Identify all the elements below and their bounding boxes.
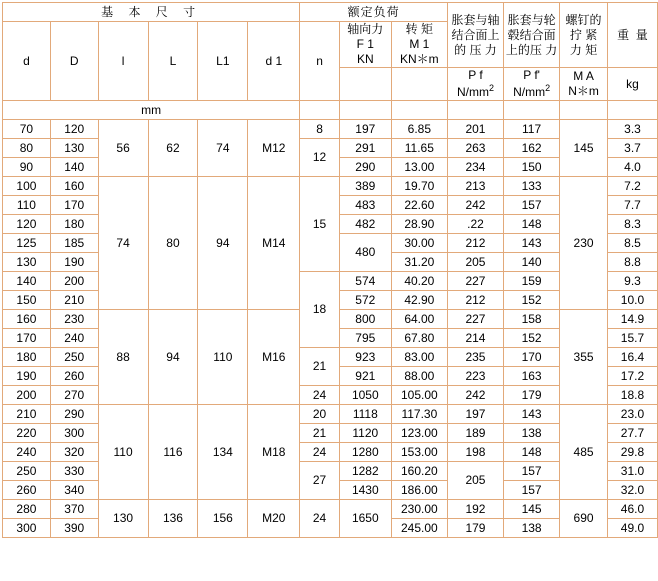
cell-Pf: 198 (447, 443, 503, 462)
cell-d: 130 (3, 253, 51, 272)
header-row-mm (3, 101, 658, 120)
cell-F1: 1280 (339, 443, 391, 462)
cell-D: 320 (50, 443, 98, 462)
cell-Pf: 234 (447, 158, 503, 177)
cell-kg: 9.3 (607, 272, 657, 291)
cell-d: 250 (3, 462, 51, 481)
cell-d: 210 (3, 405, 51, 424)
cell-d: 140 (3, 272, 51, 291)
cell-Pf: 242 (447, 196, 503, 215)
header-screw-torque: 螺钉的 拧 紧 力 矩 (560, 3, 608, 68)
cell-n: 20 (300, 405, 340, 424)
cell-D: 180 (50, 215, 98, 234)
cell-kg: 29.8 (607, 443, 657, 462)
cell-D: 130 (50, 139, 98, 158)
cell-F1: 1120 (339, 424, 391, 443)
cell-kg: 8.5 (607, 234, 657, 253)
cell-n: 18 (300, 272, 340, 348)
cell-Pf: 263 (447, 139, 503, 158)
cell-Pf2: 157 (504, 196, 560, 215)
cell-kg: 7.7 (607, 196, 657, 215)
spacer-m1 (391, 101, 447, 120)
cell-Pf: 212 (447, 291, 503, 310)
cell-d: 280 (3, 500, 51, 519)
cell-F1: 1430 (339, 481, 391, 500)
table-row (3, 177, 658, 196)
cell-F1: 923 (339, 348, 391, 367)
spacer-n (300, 101, 340, 120)
cell-kg: 32.0 (607, 481, 657, 500)
cell-l: 130 (98, 500, 148, 538)
cell-L: 62 (148, 120, 198, 177)
cell-d1: M18 (248, 405, 300, 500)
cell-Pf: 227 (447, 310, 503, 329)
cell-D: 240 (50, 329, 98, 348)
cell-D: 330 (50, 462, 98, 481)
cell-Pf2: 145 (504, 500, 560, 519)
cell-M1: 160.20 (391, 462, 447, 481)
cell-F1: 291 (339, 139, 391, 158)
header-col-d1: d 1 (248, 22, 300, 101)
cell-D: 210 (50, 291, 98, 310)
cell-kg: 10.0 (607, 291, 657, 310)
cell-D: 120 (50, 120, 98, 139)
cell-d: 70 (3, 120, 51, 139)
cell-F1: 483 (339, 196, 391, 215)
cell-Pf2: 148 (504, 215, 560, 234)
spacer-pf (447, 101, 503, 120)
cell-Pf2: 140 (504, 253, 560, 272)
cell-d: 300 (3, 519, 51, 538)
header-col-torque: 转 矩 M 1 KN＊m (391, 22, 447, 68)
cell-L: 116 (148, 405, 198, 500)
cell-Pf: 212 (447, 234, 503, 253)
cell-kg: 49.0 (607, 519, 657, 538)
cell-D: 200 (50, 272, 98, 291)
cell-d: 220 (3, 424, 51, 443)
unit-axial-force (339, 68, 391, 101)
cell-D: 185 (50, 234, 98, 253)
cell-M1: 83.00 (391, 348, 447, 367)
header-col-d: d (3, 22, 51, 101)
cell-M1: 64.00 (391, 310, 447, 329)
cell-d: 110 (3, 196, 51, 215)
cell-n: 21 (300, 348, 340, 386)
spacer-pf2 (504, 101, 560, 120)
cell-kg: 15.7 (607, 329, 657, 348)
cell-l: 110 (98, 405, 148, 500)
cell-Pf2: 159 (504, 272, 560, 291)
cell-D: 230 (50, 310, 98, 329)
cell-MA: 145 (560, 120, 608, 177)
cell-n: 27 (300, 462, 340, 500)
cell-kg: 16.4 (607, 348, 657, 367)
table-row (3, 405, 658, 424)
cell-M1: 186.00 (391, 481, 447, 500)
cell-Pf2: 138 (504, 424, 560, 443)
cell-kg: 3.3 (607, 120, 657, 139)
cell-kg: 18.8 (607, 386, 657, 405)
cell-Pf2: 148 (504, 443, 560, 462)
cell-M1: 123.00 (391, 424, 447, 443)
cell-kg: 14.9 (607, 310, 657, 329)
cell-d: 125 (3, 234, 51, 253)
cell-Pf: 205 (447, 462, 503, 500)
cell-L1: 110 (198, 310, 248, 405)
cell-d: 150 (3, 291, 51, 310)
cell-F1: 795 (339, 329, 391, 348)
cell-M1: 42.90 (391, 291, 447, 310)
cell-n: 8 (300, 120, 340, 139)
cell-D: 190 (50, 253, 98, 272)
cell-kg: 46.0 (607, 500, 657, 519)
cell-M1: 117.30 (391, 405, 447, 424)
cell-kg: 8.3 (607, 215, 657, 234)
cell-Pf: 201 (447, 120, 503, 139)
cell-D: 170 (50, 196, 98, 215)
cell-Pf2: 138 (504, 519, 560, 538)
cell-d1: M20 (248, 500, 300, 538)
cell-d: 80 (3, 139, 51, 158)
cell-MA: 355 (560, 310, 608, 405)
cell-M1: 13.00 (391, 158, 447, 177)
cell-MA: 230 (560, 177, 608, 310)
cell-d: 120 (3, 215, 51, 234)
cell-F1: 482 (339, 215, 391, 234)
cell-L: 136 (148, 500, 198, 538)
cell-MA: 485 (560, 405, 608, 500)
cell-Pf: 227 (447, 272, 503, 291)
header-col-n: n (300, 22, 340, 101)
cell-D: 260 (50, 367, 98, 386)
cell-Pf2: 150 (504, 158, 560, 177)
cell-D: 300 (50, 424, 98, 443)
header-shaft-pressure: 胀套与轴 结合面上 的 压 力 (447, 3, 503, 68)
cell-d: 180 (3, 348, 51, 367)
cell-M1: 153.00 (391, 443, 447, 462)
header-col-L1: L1 (198, 22, 248, 101)
cell-Pf: 179 (447, 519, 503, 538)
cell-M1: 28.90 (391, 215, 447, 234)
cell-D: 290 (50, 405, 98, 424)
cell-d1: M16 (248, 310, 300, 405)
cell-M1: 105.00 (391, 386, 447, 405)
cell-d: 100 (3, 177, 51, 196)
cell-L: 80 (148, 177, 198, 310)
header-basic-dimensions: 基 本 尺 寸 (3, 3, 300, 22)
cell-n: 21 (300, 424, 340, 443)
cell-F1: 1282 (339, 462, 391, 481)
cell-Pf: 192 (447, 500, 503, 519)
cell-kg: 27.7 (607, 424, 657, 443)
spacer-ma (560, 101, 608, 120)
cell-D: 140 (50, 158, 98, 177)
cell-d: 190 (3, 367, 51, 386)
cell-kg: 31.0 (607, 462, 657, 481)
header-hub-pressure: 胀套与轮 毂结合面 上的压 力 (504, 3, 560, 68)
cell-Pf: 242 (447, 386, 503, 405)
cell-d: 170 (3, 329, 51, 348)
cell-kg: 8.8 (607, 253, 657, 272)
unit-torque (391, 68, 447, 101)
spacer-f1 (339, 101, 391, 120)
unit-ma: M A N＊m (560, 68, 608, 101)
cell-l: 56 (98, 120, 148, 177)
cell-Pf2: 162 (504, 139, 560, 158)
cell-M1: 40.20 (391, 272, 447, 291)
cell-F1: 800 (339, 310, 391, 329)
cell-Pf2: 117 (504, 120, 560, 139)
cell-Pf: 197 (447, 405, 503, 424)
cell-D: 370 (50, 500, 98, 519)
cell-Pf2: 158 (504, 310, 560, 329)
cell-M1: 11.65 (391, 139, 447, 158)
cell-Pf: .22 (447, 215, 503, 234)
cell-d: 200 (3, 386, 51, 405)
cell-M1: 6.85 (391, 120, 447, 139)
cell-n: 24 (300, 386, 340, 405)
cell-d: 160 (3, 310, 51, 329)
cell-Pf2: 152 (504, 329, 560, 348)
cell-Pf2: 157 (504, 462, 560, 481)
specification-table (2, 2, 658, 538)
cell-M1: 245.00 (391, 519, 447, 538)
cell-n: 24 (300, 500, 340, 538)
cell-d1: M14 (248, 177, 300, 310)
cell-M1: 31.20 (391, 253, 447, 272)
cell-F1: 197 (339, 120, 391, 139)
cell-n: 15 (300, 177, 340, 272)
cell-F1: 290 (339, 158, 391, 177)
unit-pf: P f $N/mm^2$ (447, 68, 503, 101)
cell-L: 94 (148, 310, 198, 405)
unit-kg: kg (607, 68, 657, 101)
header-col-D: D (50, 22, 98, 101)
cell-Pf2: 143 (504, 405, 560, 424)
header-col-axial-force: 轴向力 F 1 KN (339, 22, 391, 68)
cell-M1: 30.00 (391, 234, 447, 253)
cell-n: 12 (300, 139, 340, 177)
cell-n: 24 (300, 443, 340, 462)
cell-F1: 572 (339, 291, 391, 310)
cell-Pf2: 163 (504, 367, 560, 386)
table-row (3, 120, 658, 139)
cell-D: 390 (50, 519, 98, 538)
cell-D: 160 (50, 177, 98, 196)
cell-kg: 7.2 (607, 177, 657, 196)
cell-Pf: 189 (447, 424, 503, 443)
cell-F1: 1650 (339, 500, 391, 538)
header-col-L: L (148, 22, 198, 101)
cell-Pf: 213 (447, 177, 503, 196)
cell-MA: 690 (560, 500, 608, 538)
cell-Pf: 214 (447, 329, 503, 348)
cell-F1: 921 (339, 367, 391, 386)
cell-L1: 156 (198, 500, 248, 538)
cell-M1: 230.00 (391, 500, 447, 519)
cell-L1: 134 (198, 405, 248, 500)
cell-d: 90 (3, 158, 51, 177)
unit-mm: mm (3, 101, 300, 120)
cell-kg: 17.2 (607, 367, 657, 386)
cell-F1: 574 (339, 272, 391, 291)
cell-Pf: 205 (447, 253, 503, 272)
cell-F1: 480 (339, 234, 391, 272)
cell-Pf2: 143 (504, 234, 560, 253)
header-weight: 重 量 (607, 3, 657, 68)
header-row-groups (3, 3, 658, 22)
cell-Pf: 223 (447, 367, 503, 386)
cell-kg: 4.0 (607, 158, 657, 177)
cell-F1: 1118 (339, 405, 391, 424)
table-row (3, 500, 658, 519)
cell-d1: M12 (248, 120, 300, 177)
cell-Pf2: 170 (504, 348, 560, 367)
cell-F1: 389 (339, 177, 391, 196)
cell-Pf: 235 (447, 348, 503, 367)
cell-M1: 88.00 (391, 367, 447, 386)
cell-kg: 3.7 (607, 139, 657, 158)
header-col-l: l (98, 22, 148, 101)
cell-l: 88 (98, 310, 148, 405)
cell-Pf2: 157 (504, 481, 560, 500)
cell-kg: 23.0 (607, 405, 657, 424)
cell-M1: 67.80 (391, 329, 447, 348)
cell-D: 340 (50, 481, 98, 500)
cell-Pf2: 133 (504, 177, 560, 196)
cell-D: 270 (50, 386, 98, 405)
header-rated-load: 额定负荷 (300, 3, 448, 22)
cell-Pf2: 179 (504, 386, 560, 405)
cell-L1: 74 (198, 120, 248, 177)
unit-pf2: P f' $N/mm^2$ (504, 68, 560, 101)
cell-F1: 1050 (339, 386, 391, 405)
cell-d: 240 (3, 443, 51, 462)
spacer-kg (607, 101, 657, 120)
cell-D: 250 (50, 348, 98, 367)
cell-M1: 22.60 (391, 196, 447, 215)
cell-Pf2: 152 (504, 291, 560, 310)
cell-M1: 19.70 (391, 177, 447, 196)
cell-L1: 94 (198, 177, 248, 310)
cell-l: 74 (98, 177, 148, 310)
cell-d: 260 (3, 481, 51, 500)
